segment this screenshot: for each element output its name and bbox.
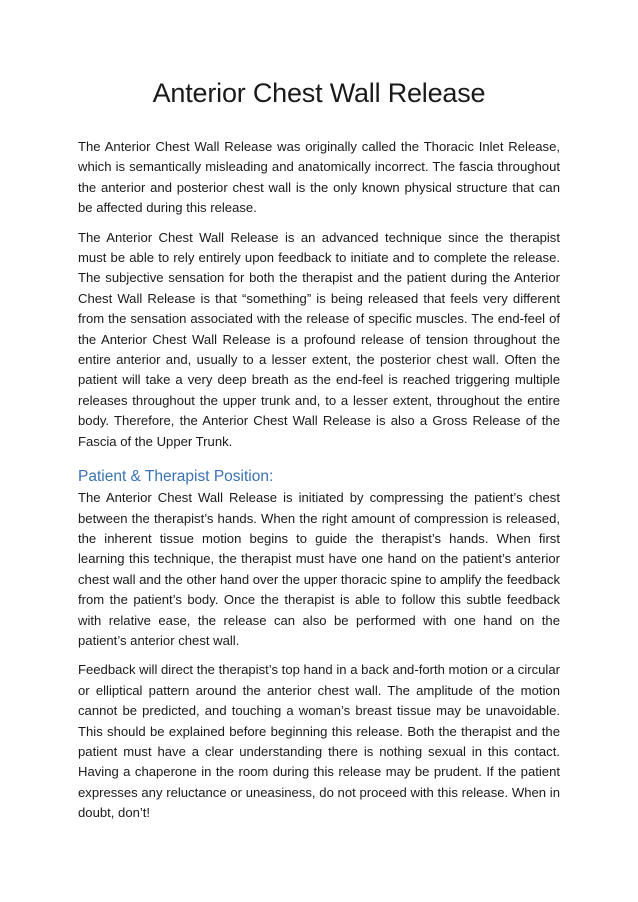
technique-paragraph: The Anterior Chest Wall Release is an advanced technique since the therapist must be able to rely entirely upon feedback to initiate and to complete the release. The subjective sensation for both the therapist and the patient during the Anterior Chest Wall Release is that “something” is being released that feels very different from the sensation associated with the release of specific muscles. The end-feel of the Anterior Chest Wall Release is a profound release of tension throughout the entire anterior and, usually to a lesser extent, the posterior chest wall. Often the patient will take a very deep breath as the end-feel is reached triggering multiple releases throughout the upper trunk and, to a lesser extent, throughout the entire body. Therefore, the Anterior Chest Wall Release is also a Gross Release of the Fascia of the Upper Trunk.	[78, 229, 560, 449]
intro-paragraph: The Anterior Chest Wall Release was originally called the Thoracic Inlet Release, which is semantically misleading and anatomically incorrect. The fascia throughout the anterior and posterior chest wall is the only known physical structure that can be affected during this release.	[78, 139, 560, 216]
page-title: Anterior Chest Wall Release	[152, 78, 486, 108]
position-paragraph: The Anterior Chest Wall Release is initiated by compressing the patient’s chest between the therapist’s hands. When the right amount of compression is released, the inherent tissue motion begins to guide the therapist’s hands. When first learning this technique, the therapist must have one hand on the patient’s anterior chest wall and the other hand over the upper thoracic spine to amplify the feedback from the patient’s body. Once the therapist is able to follow this subtle feedback with relative ease, the release can also be performed with one hand on the patient’s anterior chest wall.	[78, 490, 560, 648]
section-heading: Patient & Therapist Position:	[78, 468, 274, 486]
feedback-paragraph: Feedback will direct the therapist’s top hand in a back and-forth motion or a circular or elliptical pattern around the anterior chest wall. The amplitude of the motion cannot be predicted, and touching a woman’s breast tissue may be unavoidable. This should be explained before beginning this release. Both the therapist and the patient must have a clear understanding there is nothing sexual in this contact. Having a chaperone in the room during this release may be prudent. If the patient expresses any reluctance or uneasiness, do not proceed with this release. When in doubt, don’t!	[78, 662, 560, 821]
